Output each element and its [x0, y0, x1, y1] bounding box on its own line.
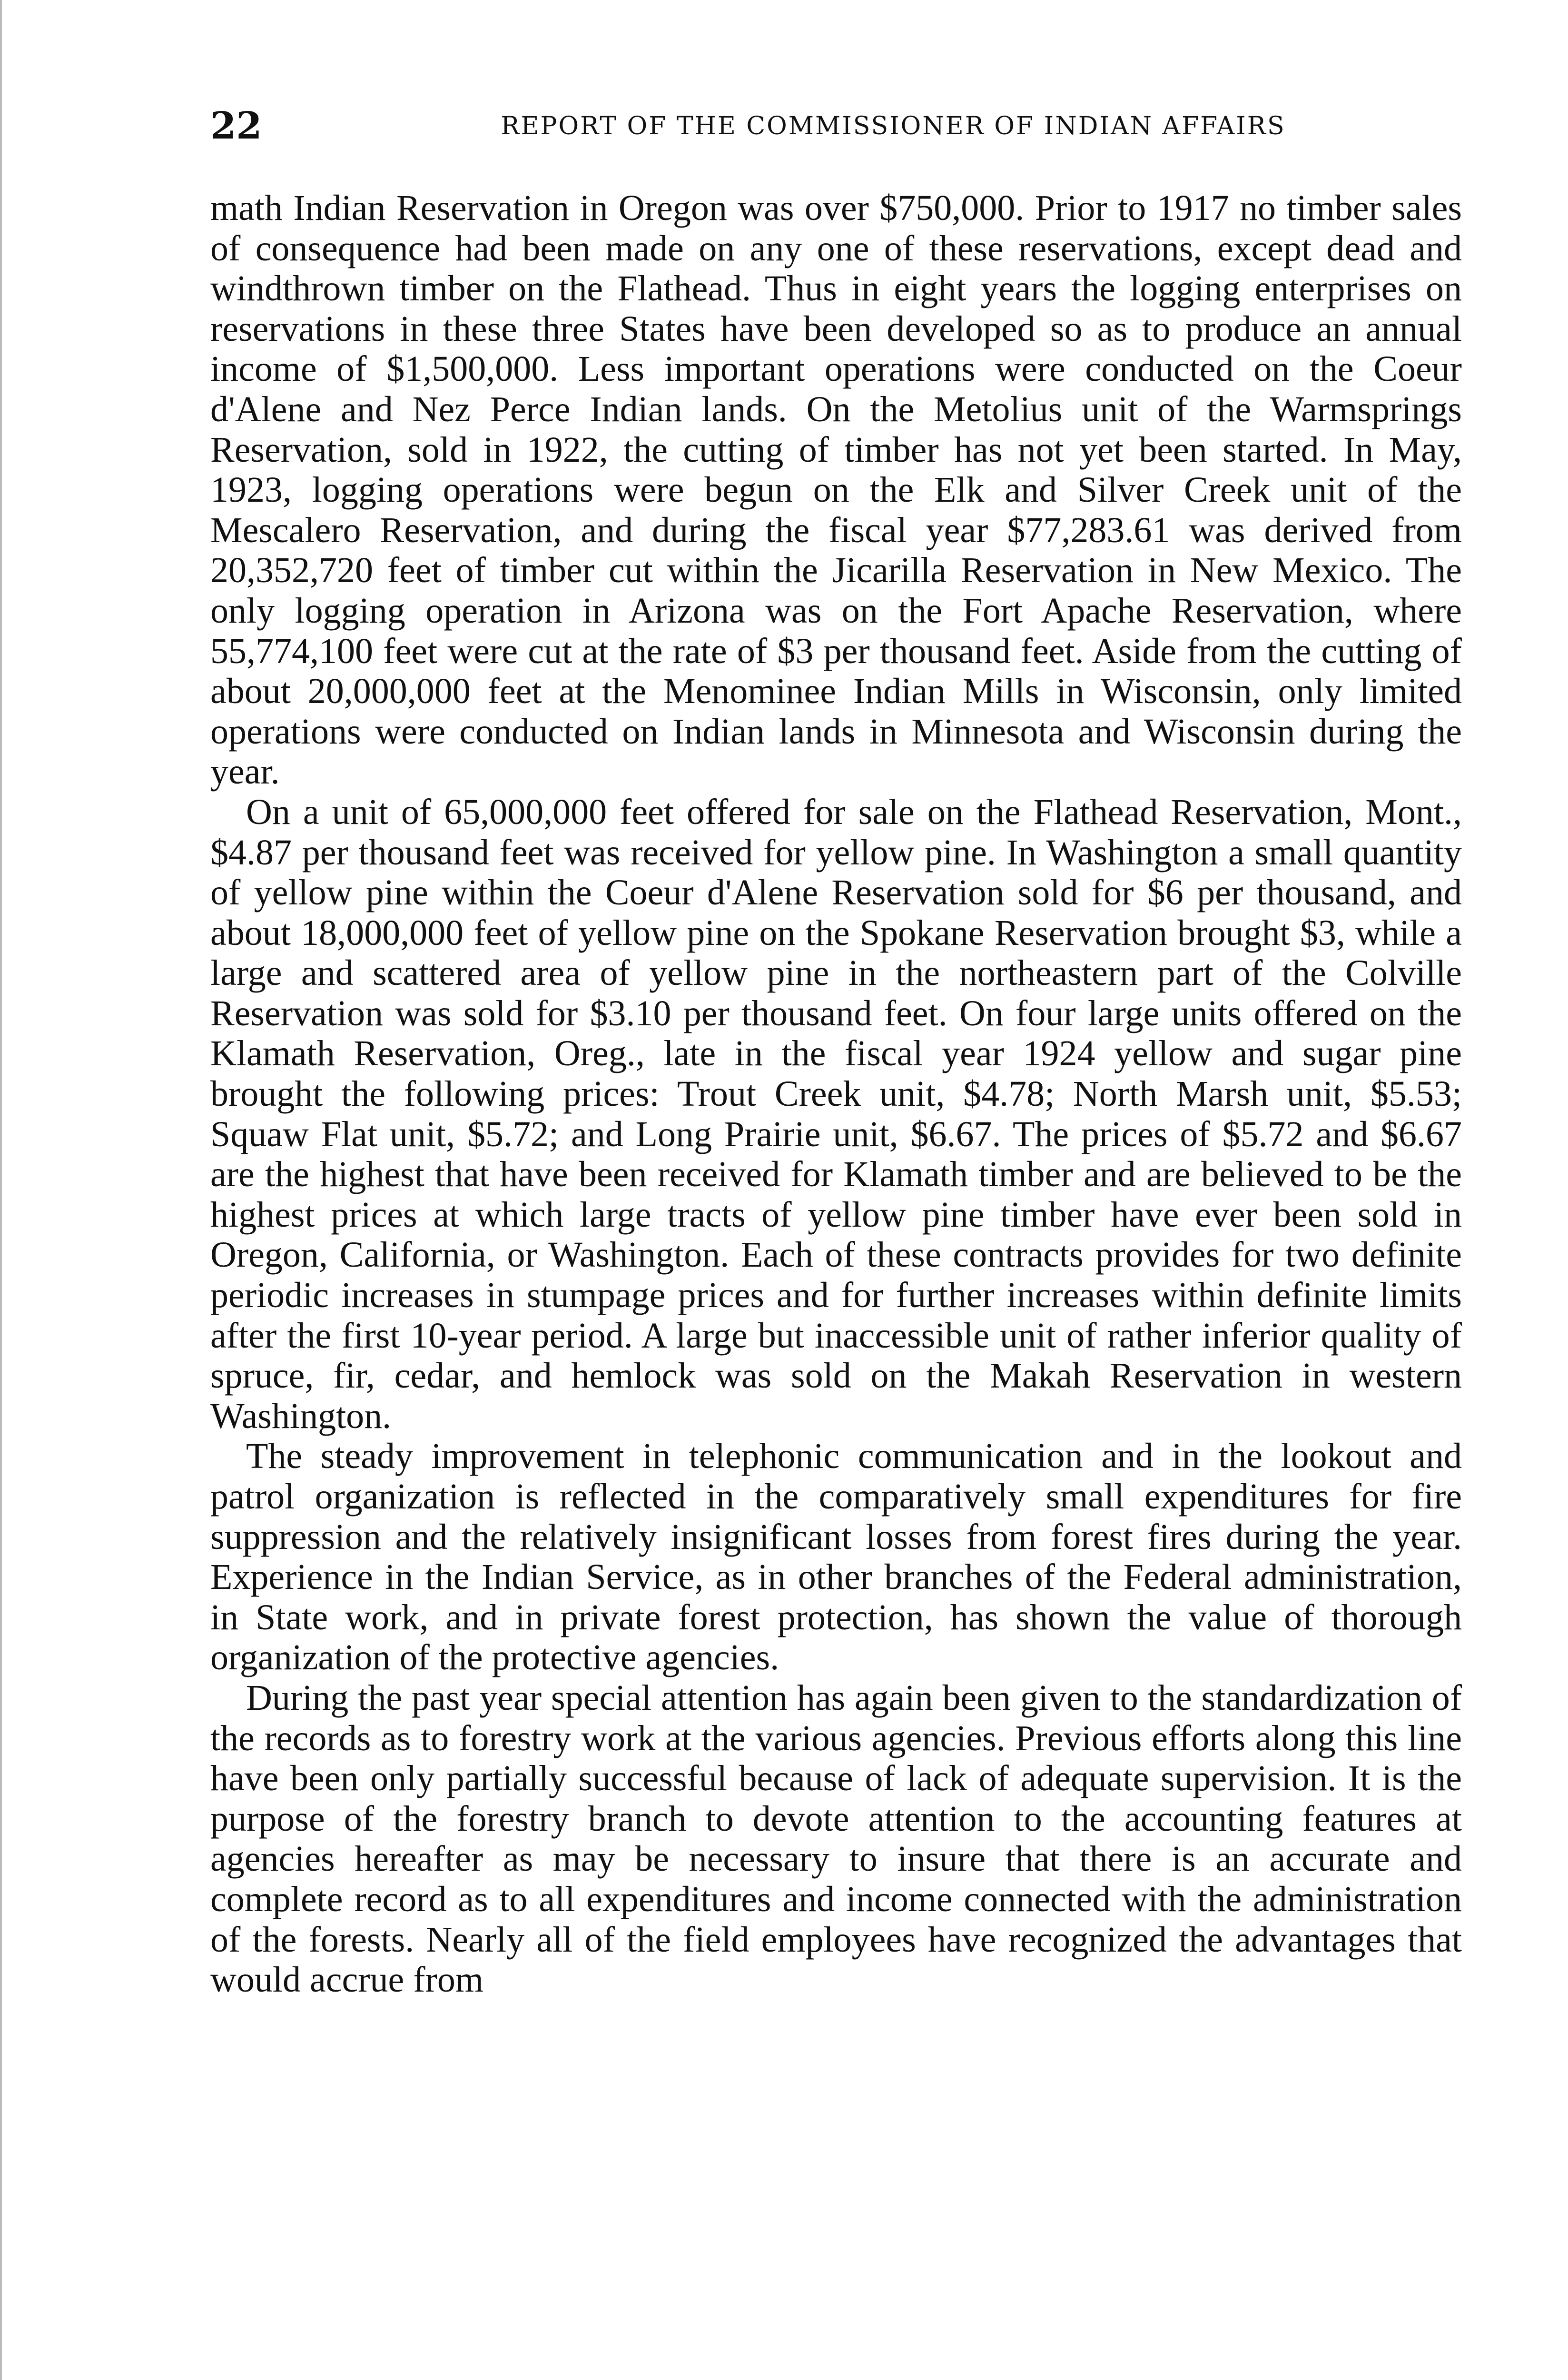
paragraph-records-standardization: During the past year special attention has again been given to the standardization of the records as to forestry work at the various agencies. Previous efforts along this line have been only partially successful because of lack of adequate supervision. It is the purpose of the forestry branch to devote attention to the accounting features at agencies hereafter as may be necessary to insure that there is an accurate and complete record as to all expenditures and income connected with the administration of the forests. Nearly all of the field employees have recognized the advantages that would accrue from — [210, 1677, 1462, 2000]
body-text — [210, 188, 1462, 2000]
page-header — [210, 102, 1462, 150]
running-head: REPORT OF THE COMMISSIONER OF INDIAN AFFAIRS — [501, 112, 1286, 140]
paragraph-timber-operations: math Indian Reservation in Oregon was over $750,000. Prior to 1917 no timber sales of consequence had been made on any one of these reservations, except dead and windthrown timber on the Flathead. Thus in eight years the logging enterprises on reservations in these three States have been developed so as to produce an annual income of $1,500,000. Less important operations were conducted on the Coeur d'Alene and Nez Perce Indian lands. On the Metolius unit of the Warmsprings Reservation, sold in 1922, the cutting of timber has not yet been started. In May, 1923, logging operations were begun on the Elk and Silver Creek unit of the Mescalero Reservation, and during the fiscal year $77,283.61 was derived from 20,352,720 feet of timber cut within the Jicarilla Reservation in New Mexico. The only logging operation in Arizona was on the Fort Apache Reservation, where 55,774,100 feet were cut at the rate of $3 per thousand feet. Aside from the cutting of about 20,000,000 feet at the Menominee Indian Mills in Wisconsin, only limited operations were conducted on Indian lands in Minnesota and Wisconsin during the year. — [210, 188, 1462, 792]
paragraph-fire-protection: The steady improvement in telephonic communication and in the lookout and patrol organization is reflected in the comparatively small expenditures for fire suppression and the relatively insignificant losses from forest fires during the year. Experience in the Indian Service, as in other branches of the Federal administration, in State work, and in private forest protection, has shown the value of thorough organization of the protective agencies. — [210, 1436, 1462, 1678]
paragraph-timber-prices: On a unit of 65,000,000 feet offered for sale on the Flathead Reservation, Mont., $4.87 per thousand feet was received for yellow pine. In Washington a small quantity of yellow pine within the Coeur d'Alene Reservation sold for $6 per thousand, and about 18,000,000 feet of yellow pine on the Spokane Reservation brought $3, while a large and scattered area of yellow pine in the northeastern part of the Colville Reservation was sold for $3.10 per thousand feet. On four large units offered on the Klamath Reservation, Oreg., late in the fiscal year 1924 yellow and sugar pine brought the following prices: Trout Creek unit, $4.78; North Marsh unit, $5.53; Squaw Flat unit, $5.72; and Long Prairie unit, $6.67. The prices of $5.72 and $6.67 are the highest that have been received for Klamath timber and are believed to be the highest prices at which large tracts of yellow pine timber have ever been sold in Oregon, California, or Washington. Each of these contracts provides for two definite periodic increases in stumpage prices and for further increases within definite limits after the first 10-year period. A large but inaccessible unit of rather inferior quality of spruce, fir, cedar, and hemlock was sold on the Makah Reservation in western Washington. — [210, 792, 1462, 1436]
page-number: 22 — [210, 104, 262, 148]
